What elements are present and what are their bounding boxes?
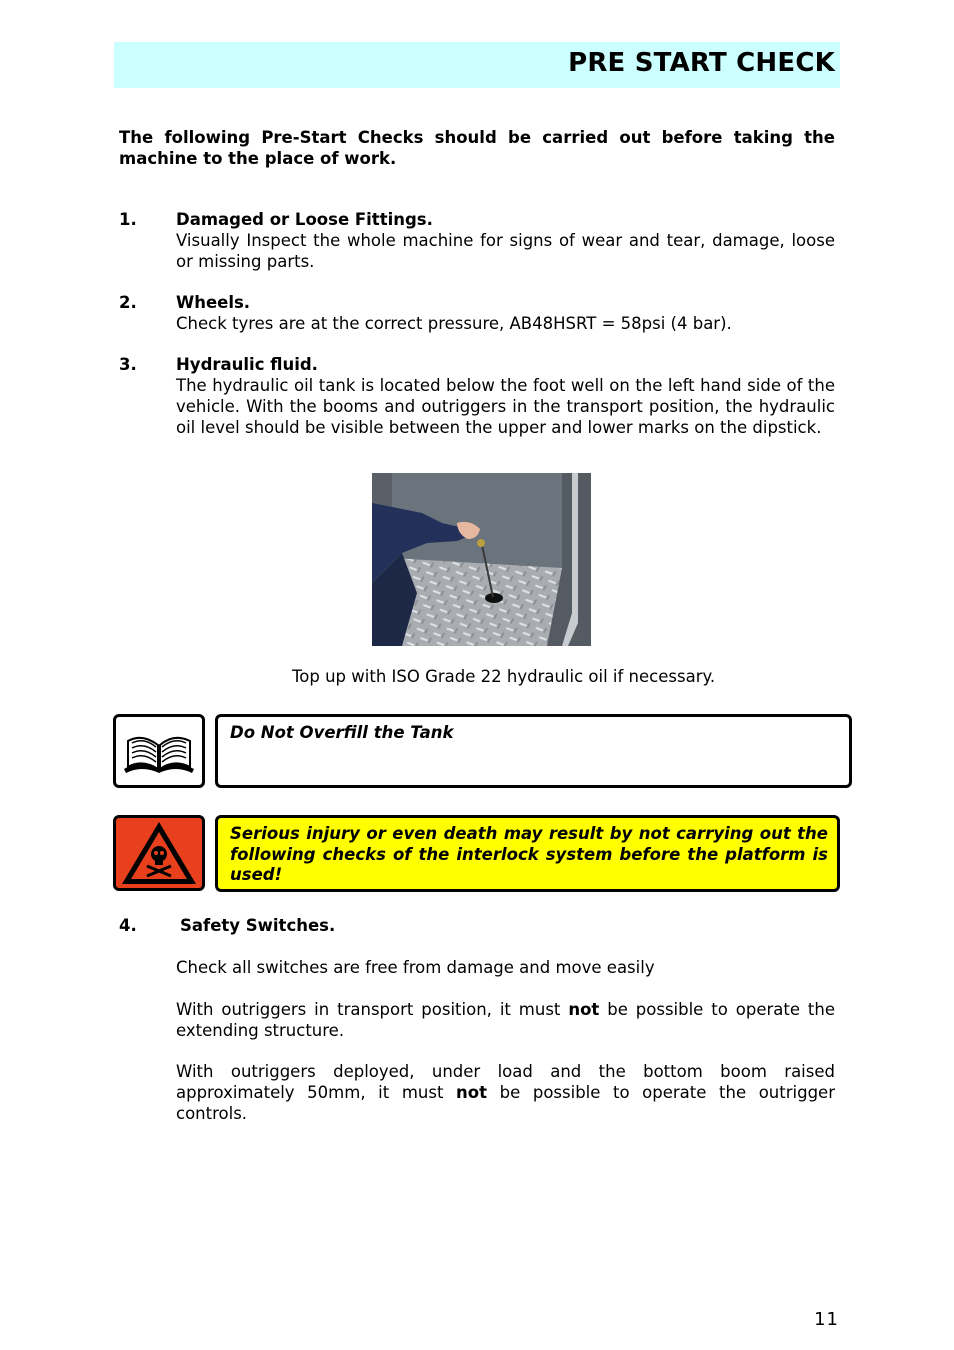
hazard-icon-box (113, 815, 205, 891)
safety-p2-end: be possible to operate the extending structure. (176, 1000, 835, 1040)
info-note-text: Do Not Overfill the Tank (230, 723, 454, 742)
item-4-title: Safety Switches. (180, 916, 336, 935)
safety-p3-start: With outriggers deployed, under load and the bottom boom raised approximately 50mm, it must (176, 1062, 835, 1102)
item-1-text: Visually Inspect the whole machine for signs of wear and tear, damage, loose or missing parts. (176, 231, 835, 271)
warning-note (215, 815, 840, 892)
dipstick-photo (372, 473, 591, 646)
safety-p2-start: With outriggers in transport position, it must (176, 1000, 569, 1019)
warning-note-text: Serious injury or even death may result by not carrying out the following checks of the interlock system before the platform is used! (230, 824, 828, 884)
safety-paragraph-2 (176, 999, 835, 1041)
safety-p2-emphasis: not (568, 1000, 600, 1019)
item-1-title: Damaged or Loose Fittings. (176, 210, 433, 229)
book-icon (116, 717, 202, 785)
safety-p3-emphasis: not (456, 1083, 488, 1102)
safety-paragraph-1: Check all switches are free from damage and move easily (176, 958, 655, 977)
info-note (215, 714, 852, 788)
item-4-number: 4. (119, 916, 137, 935)
safety-paragraph-3 (176, 1061, 835, 1124)
photo-caption: Top up with ISO Grade 22 hydraulic oil if necessary. (292, 667, 716, 686)
item-2-title: Wheels. (176, 293, 251, 312)
intro-paragraph: The following Pre-Start Checks should be carried out before taking the machine to the place of work. (119, 128, 835, 168)
page-number: 11 (814, 1309, 839, 1330)
item-2-number: 2. (119, 293, 137, 312)
header-bar (114, 42, 840, 88)
item-2-text: Check tyres are at the correct pressure, AB48HSRT = 58psi (4 bar). (176, 314, 732, 333)
manual-icon-box (113, 714, 205, 788)
item-1-number: 1. (119, 210, 137, 229)
item-3-text: The hydraulic oil tank is located below the foot well on the left hand side of the vehicle. With the booms and outriggers in the transport position, the hydraulic oil level should be visible between the upper and lower marks on the dipstick. (176, 376, 835, 437)
page-title: PRE START CHECK (568, 48, 835, 78)
item-3-title: Hydraulic fluid. (176, 355, 318, 374)
item-3-number: 3. (119, 355, 137, 374)
safety-p3-end: be possible to operate the outrigger controls. (176, 1083, 835, 1123)
skull-warning-icon (116, 818, 202, 888)
